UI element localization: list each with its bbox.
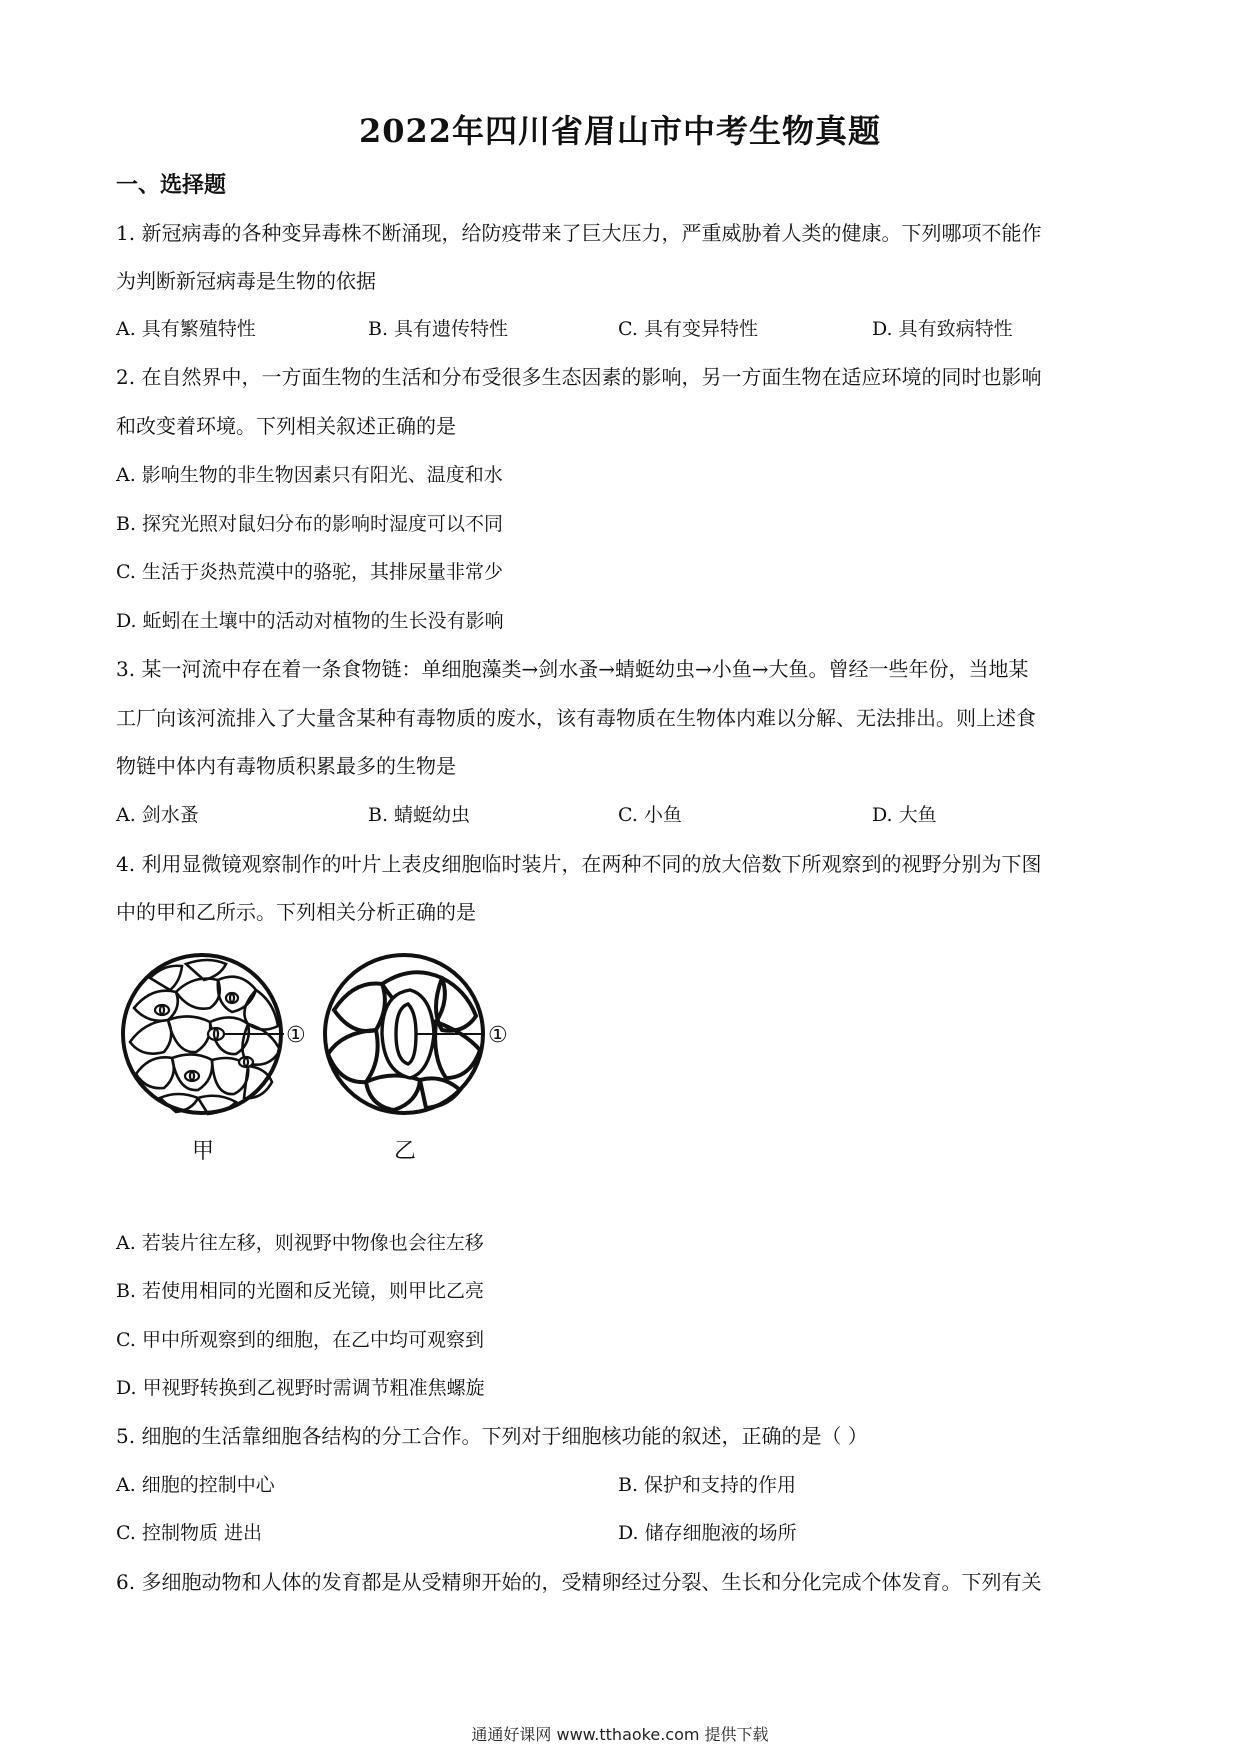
- question-1-option-b: B. 具有遗传特性: [368, 318, 509, 340]
- marker-label-left: ①: [286, 1023, 306, 1048]
- microscope-field-jia: [123, 955, 284, 1114]
- question-3-option-d: D. 大鱼: [872, 804, 937, 826]
- question-2-stem-line-1: 2. 在自然界中，一方面生物的生活和分布受很多生态因素的影响，另一方面生物在适应环境的同时也影响: [116, 365, 1042, 389]
- question-4-option-c: C. 甲中所观察到的细胞，在乙中均可观察到: [116, 1329, 484, 1351]
- question-1-option-c: C. 具有变异特性: [618, 318, 758, 340]
- question-4-option-a: A. 若装片往左移，则视野中物像也会往左移: [116, 1232, 484, 1254]
- question-2-option-a: A. 影响生物的非生物因素只有阳光、温度和水: [116, 464, 503, 486]
- question-3-option-c: C. 小鱼: [618, 804, 682, 826]
- question-1-stem-line-1: 1. 新冠病毒的各种变异毒株不断涌现，给防疫带来了巨大压力，严重威胁着人类的健康。下列哪项不能作: [116, 221, 1042, 245]
- question-3-option-a: A. 剑水蚤: [116, 804, 199, 826]
- marker-label-right: ①: [488, 1023, 508, 1048]
- microscope-field-yi: [325, 955, 484, 1113]
- question-6-stem-line-1: 6. 多细胞动物和人体的发育都是从受精卵开始的，受精卵经过分裂、生长和分化完成个体发育。下列有关: [116, 1570, 1042, 1594]
- question-4-option-b: B. 若使用相同的光圈和反光镜，则甲比乙亮: [116, 1280, 485, 1302]
- question-4-stem-line-1: 4. 利用显微镜观察制作的叶片上表皮细胞临时装片，在两种不同的放大倍数下所观察到的视野分别为下图: [116, 852, 1042, 876]
- question-2-stem-line-2: 和改变着环境。下列相关叙述正确的是: [116, 414, 456, 438]
- question-5-option-b: B. 保护和支持的作用: [618, 1474, 797, 1496]
- microscope-figure: [120, 950, 600, 1150]
- question-2-option-c: C. 生活于炎热荒漠中的骆驼，其排尿量非常少: [116, 561, 503, 583]
- question-1-option-a: A. 具有繁殖特性: [116, 318, 256, 340]
- question-5-option-a: A. 细胞的控制中心: [116, 1474, 275, 1496]
- question-3-stem-line-2: 工厂向该河流排入了大量含某种有毒物质的废水，该有毒物质在生物体内难以分解、无法排出。则上述食: [116, 706, 1036, 730]
- question-3-stem-line-3: 物链中体内有毒物质积累最多的生物是: [116, 754, 456, 778]
- figure-label-jia: 甲: [192, 1139, 215, 1164]
- question-1-stem-line-2: 为判断新冠病毒是生物的依据: [116, 269, 376, 293]
- question-5-option-c: C. 控制物质 进出: [116, 1522, 262, 1544]
- question-5-stem-line-1: 5. 细胞的生活靠细胞各结构的分工合作。下列对于细胞核功能的叙述，正确的是（ ）: [116, 1424, 868, 1448]
- page-title: 2022年四川省眉山市中考生物真题: [358, 112, 882, 150]
- question-2-option-b: B. 探究光照对鼠妇分布的影响时湿度可以不同: [116, 513, 504, 535]
- question-3-option-b: B. 蜻蜓幼虫: [368, 804, 471, 826]
- section-heading: 一、选择题: [116, 172, 227, 198]
- question-5-option-d: D. 储存细胞液的场所: [618, 1522, 797, 1544]
- question-3-stem-line-1: 3. 某一河流中存在着一条食物链：单细胞藻类→剑水蚤→蜻蜓幼虫→小鱼→大鱼。曾经一些年份，当地某: [116, 657, 1029, 681]
- question-2-option-d: D. 蚯蚓在土壤中的活动对植物的生长没有影响: [116, 610, 504, 632]
- figure-label-yi: 乙: [394, 1139, 417, 1164]
- question-4-option-d: D. 甲视野转换到乙视野时需调节粗准焦螺旋: [116, 1377, 485, 1399]
- question-4-stem-line-2: 中的甲和乙所示。下列相关分析正确的是: [116, 900, 476, 924]
- page-footer: 通通好课网 www.tthaoke.com 提供下载: [471, 1725, 769, 1744]
- question-1-option-d: D. 具有致病特性: [872, 318, 1013, 340]
